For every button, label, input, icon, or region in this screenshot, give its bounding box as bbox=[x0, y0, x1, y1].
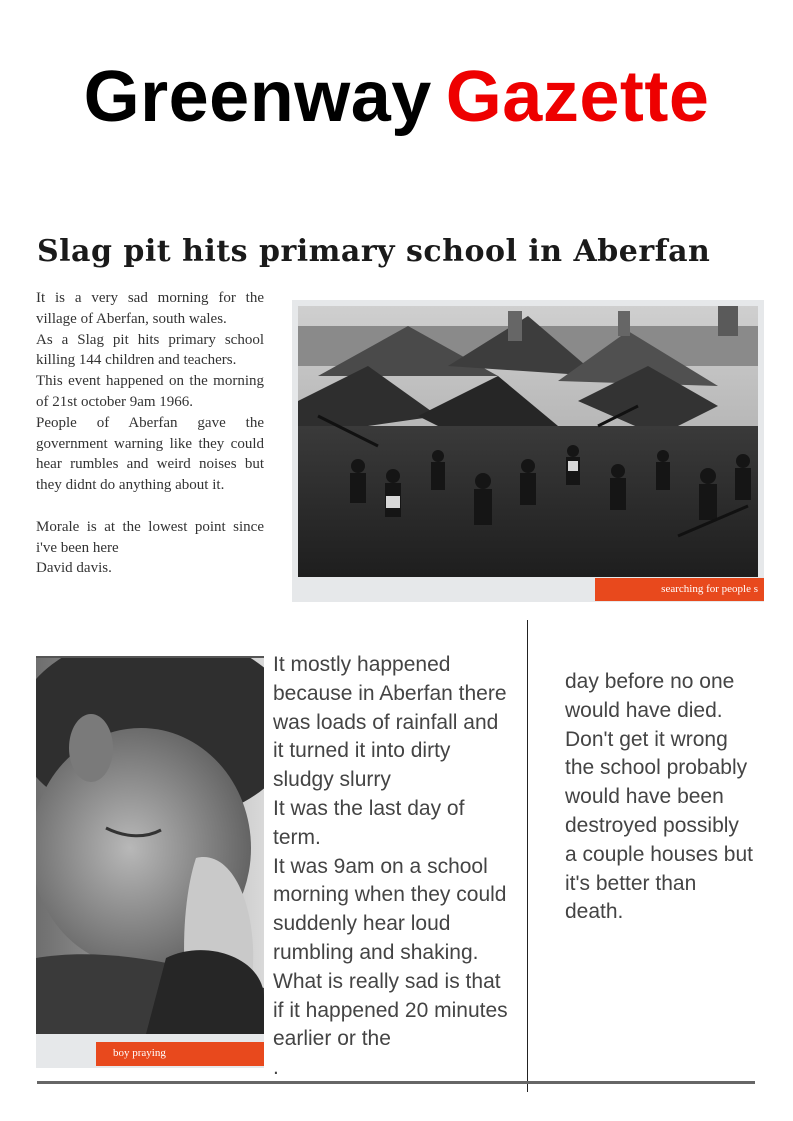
photo-rescue-scene bbox=[298, 306, 758, 577]
photo-boy-praying bbox=[36, 658, 264, 1034]
intro-paragraph: As a Slag pit hits primary school killing 144 children and teachers. bbox=[36, 331, 264, 369]
article-headline: Slag pit hits primary school in Aberfan bbox=[37, 234, 711, 269]
column-paragraph: It was the last day of term. bbox=[273, 796, 465, 849]
photo-caption-boy: boy praying bbox=[96, 1042, 264, 1066]
intro-paragraph: This event happened on the morning of 21st october 9am 1966. bbox=[36, 373, 264, 410]
article-column-right bbox=[565, 668, 755, 927]
column-paragraph: It mostly happened because in Aberfan there was loads of rainfall and it turned it into dirty sludgy slurry bbox=[273, 653, 507, 792]
column-paragraph: . bbox=[273, 1056, 279, 1080]
intro-author: David davis. bbox=[36, 560, 112, 577]
article-column-middle bbox=[273, 651, 513, 1083]
intro-paragraph: People of Aberfan gave the government warning like they could hear rumbles and weird noises but they didnt do anything about it. bbox=[36, 414, 264, 494]
masthead-word-gazette: Gazette bbox=[445, 57, 710, 137]
column-paragraph: day before no one would have died. bbox=[565, 670, 735, 722]
bottom-rule bbox=[37, 1081, 755, 1084]
intro-text bbox=[36, 288, 264, 579]
photo-boy-frame bbox=[36, 656, 264, 1068]
intro-paragraph: It is a very sad morning for the village of Aberfan, south wales. bbox=[36, 290, 264, 327]
column-paragraph: It was 9am on a school morning when they could suddenly hear loud rumbling and shaking. bbox=[273, 854, 507, 964]
column-paragraph: What is really sad is that if it happened 20 minutes earlier or the bbox=[273, 969, 508, 1051]
masthead-word-greenway: Greenway bbox=[83, 57, 432, 137]
paragraph-gap bbox=[36, 496, 264, 517]
photo-rescue-frame bbox=[292, 300, 764, 602]
boy-photo-illustration bbox=[36, 658, 264, 1034]
intro-quote: Morale is at the lowest point since i've been here bbox=[36, 518, 264, 556]
column-divider bbox=[527, 620, 528, 1092]
photo-caption-rescue: searching for people s bbox=[595, 578, 764, 601]
masthead bbox=[0, 52, 793, 142]
column-paragraph: Don't get it wrong the school probably would have been destroyed possibly a couple houses but it's better than death. bbox=[565, 727, 753, 924]
rescue-photo-illustration bbox=[298, 306, 758, 577]
